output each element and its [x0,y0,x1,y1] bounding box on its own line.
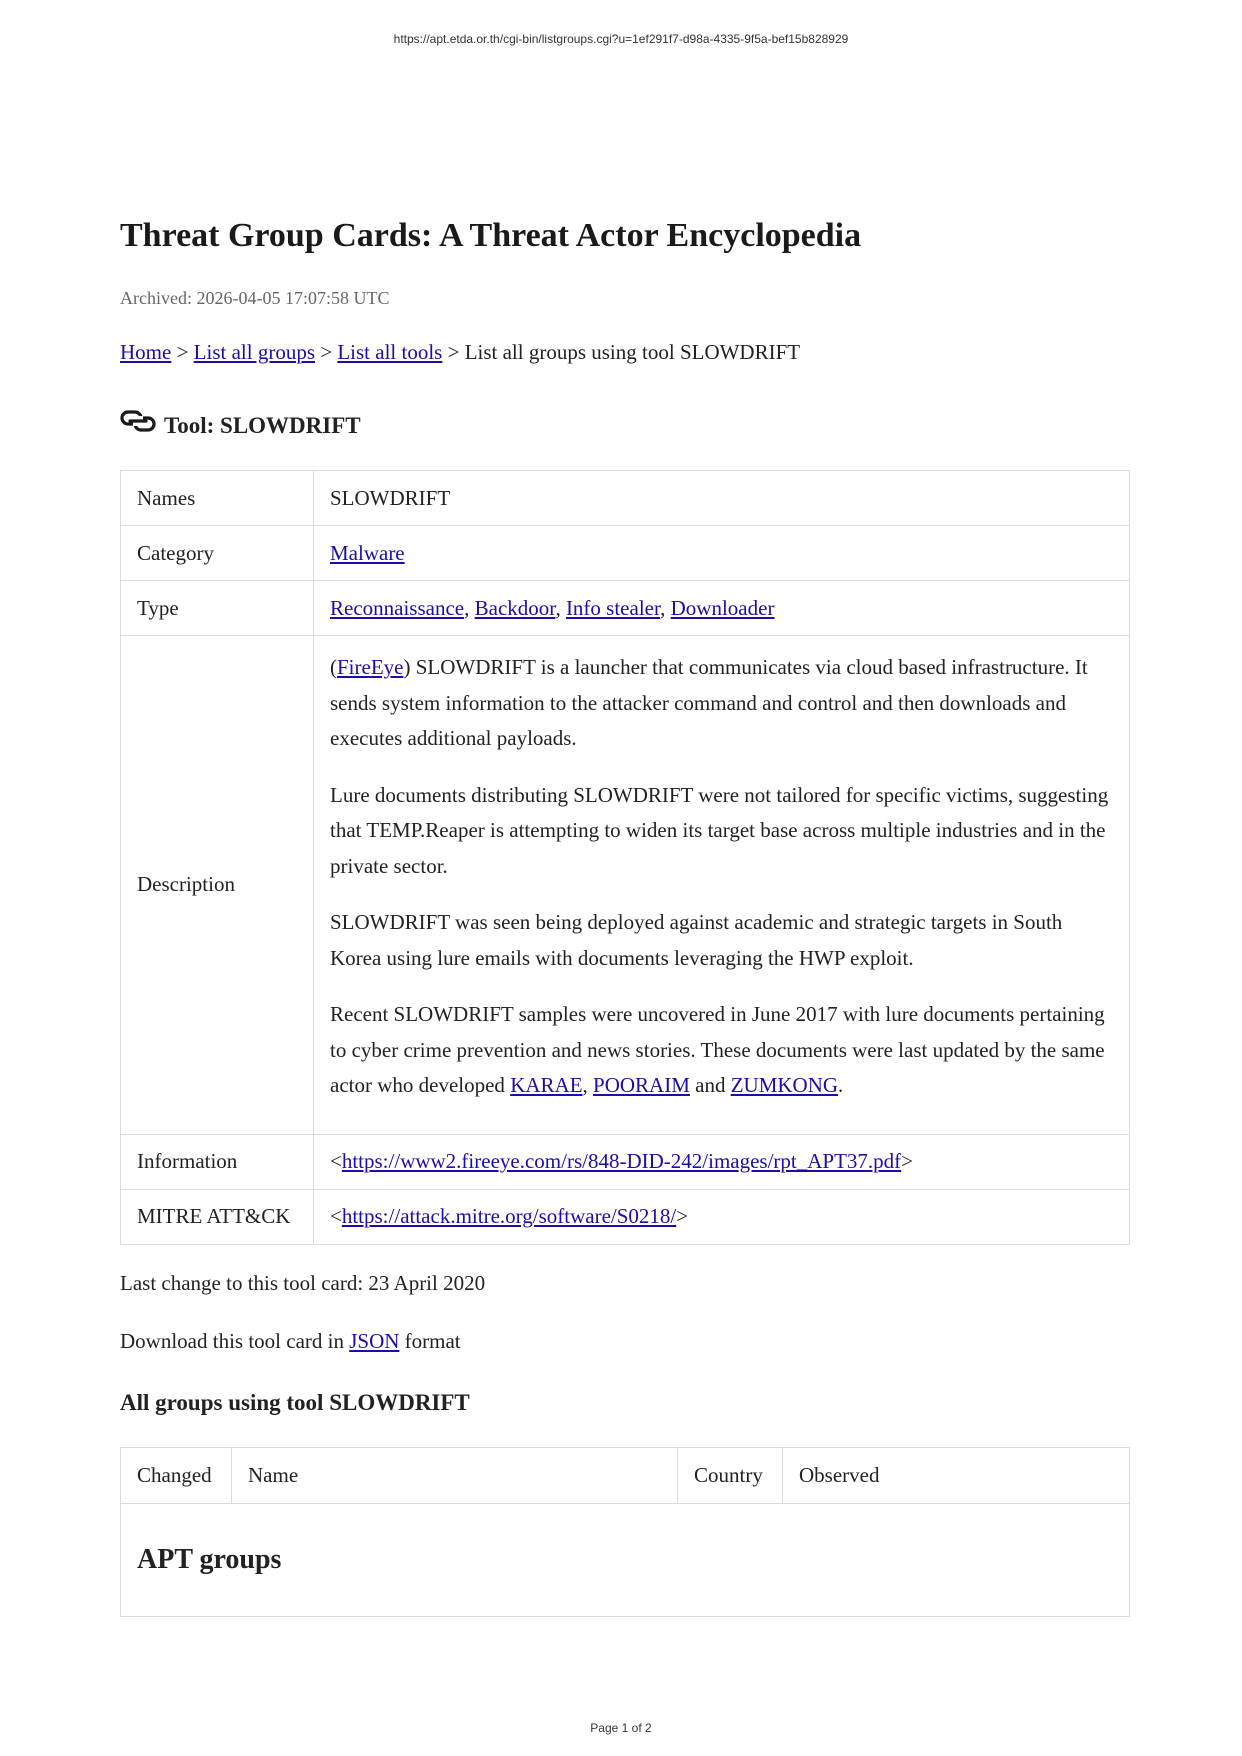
table-row [121,526,1130,581]
download-prefix: Download this tool card in [120,1328,350,1353]
type-label: Type [121,581,314,636]
description-paragraph: Lure documents distributing SLOWDRIFT were not tailored for specific victims, suggesting that TEMP.Reaper is attempting to widen its target base across multiple industries and in the private sector. [330,782,1109,878]
page-title: Threat Group Cards: A Threat Actor Encyclopedia [120,217,862,254]
mitre-cell: <https://attack.mitre.org/software/S0218/> [314,1189,1130,1244]
breadcrumb-current: List all groups using tool SLOWDRIFT [464,340,801,364]
table-row [121,636,1130,1135]
type-link-info-stealer[interactable]: Info stealer [565,595,661,620]
table-row [121,581,1130,636]
table-row [121,1503,1130,1616]
groups-table [120,1447,1130,1617]
column-header-country[interactable]: Country [678,1447,783,1503]
description-text: ) SLOWDRIFT is a launcher that communicates via cloud based infrastructure. It sends system information to the attacker command and control and then downloads and executes additional payloads. [330,655,1088,750]
description-cell [314,636,1130,1135]
type-link-reconnaissance[interactable]: Reconnaissance [330,595,465,620]
tool-info-table [120,470,1130,1245]
type-link-backdoor[interactable]: Backdoor [474,595,556,620]
category-cell [314,526,1130,581]
information-label: Information [121,1134,314,1189]
apt-groups-section-title: APT groups [121,1503,1130,1616]
download-suffix: format [399,1328,461,1353]
type-cell: Reconnaissance, Backdoor, Info stealer, Downloader [314,581,1130,636]
table-row [121,471,1130,526]
names-label: Names [121,471,314,526]
mitre-label: MITRE ATT&CK [121,1189,314,1244]
tool-heading [120,408,1130,440]
json-download-link[interactable]: JSON [349,1328,400,1353]
breadcrumb [120,338,1130,366]
main-content [120,212,1130,1617]
archived-timestamp: Archived: 2026-04-05 17:07:58 UTC [120,288,390,308]
names-value: SLOWDRIFT [314,471,1130,526]
description-paragraph: SLOWDRIFT was seen being deployed against academic and strategic targets in South Korea using lure emails with documents leveraging the HWP exploit. [330,910,1063,970]
type-link-downloader[interactable]: Downloader [670,595,775,620]
tool-heading-text: Tool: SLOWDRIFT [164,413,361,438]
breadcrumb-separator: > [442,340,465,364]
download-line [120,1327,1130,1355]
category-link[interactable]: Malware [330,540,405,565]
breadcrumb-all-groups-link[interactable]: List all groups [193,340,315,364]
karae-link[interactable]: KARAE [510,1073,583,1097]
pooraim-link[interactable]: POORAIM [593,1073,690,1097]
description-text: Recent SLOWDRIFT samples were uncovered in June 2017 with lure documents pertaining to cyber crime prevention and news stories. These documents were last updated by the same actor who developed [330,1002,1105,1097]
page-url: https://apt.etda.or.th/cgi-bin/listgroups.cgi?u=1ef291f7-d98a-4335-9f5a-bef15b828929 [393,32,849,46]
information-link[interactable]: https://www2.fireeye.com/rs/848-DID-242/images/rpt_APT37.pdf [341,1149,902,1173]
description-paragraph: (FireEye) SLOWDRIFT is a launcher that communicates via cloud based infrastructure. It sends system information to the attacker command and control and then downloads and executes additional payloads. [330,655,1088,750]
fireeye-link[interactable]: FireEye [337,655,404,679]
zumkong-link[interactable]: ZUMKONG [730,1073,839,1097]
description-paragraph: Recent SLOWDRIFT samples were uncovered in June 2017 with lure documents pertaining to cyber crime prevention and news stories. These documents were last updated by the same actor who developed KARAE, POORAIM and ZUMKONG. [330,1002,1105,1097]
page-number: Page 1 of 2 [590,1721,652,1735]
column-header-changed[interactable]: Changed [121,1447,232,1503]
column-header-observed[interactable]: Observed [783,1447,1130,1503]
breadcrumb-separator: > [315,340,338,364]
description-label: Description [121,636,314,1135]
column-header-name[interactable]: Name [232,1447,678,1503]
breadcrumb-separator: > [171,340,194,364]
last-change: Last change to this tool card: 23 April 2020 [120,1270,486,1295]
breadcrumb-all-tools-link[interactable]: List all tools [337,340,443,364]
groups-heading: All groups using tool SLOWDRIFT [120,1389,470,1415]
link-icon [120,408,156,434]
table-row [121,1189,1130,1244]
information-cell: <https://www2.fireeye.com/rs/848-DID-242/images/rpt_APT37.pdf> [314,1134,1130,1189]
breadcrumb-home-link[interactable]: Home [120,340,172,364]
mitre-link[interactable]: https://attack.mitre.org/software/S0218/ [341,1204,677,1228]
category-label: Category [121,526,314,581]
table-row [121,1134,1130,1189]
table-header-row [121,1447,1130,1503]
